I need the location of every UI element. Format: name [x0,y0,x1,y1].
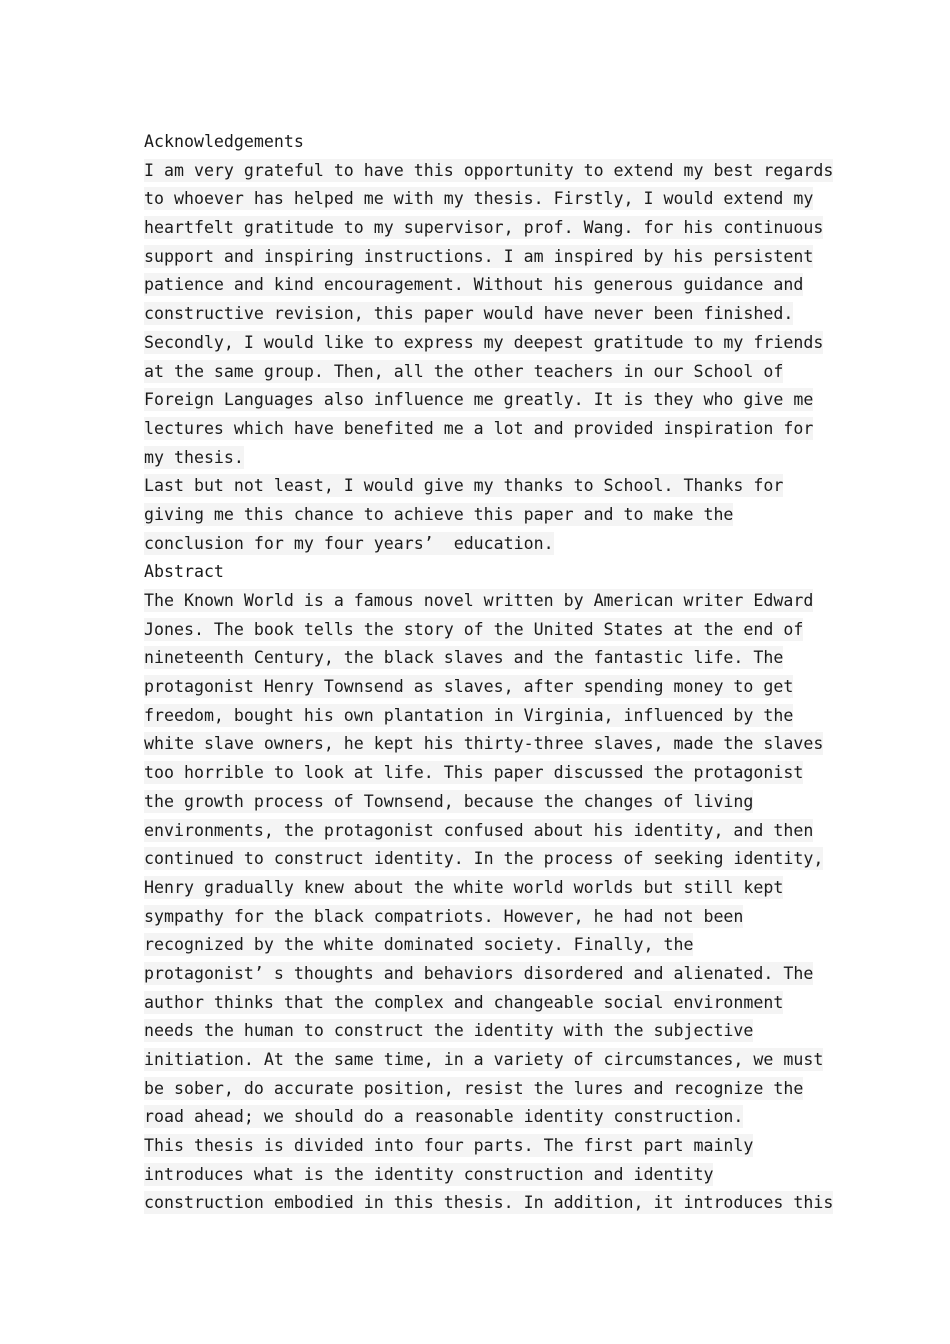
text-line [144,960,824,989]
text-line-content: lectures which have benefited me a lot and provided inspiration for [144,418,814,438]
text-line-content: continued to construct identity. In the process of seeking identity, [144,849,824,869]
document-page [144,128,834,1218]
text-line [144,329,824,358]
section-heading [144,558,824,587]
text-line [144,788,824,817]
text-line-content: I am very grateful to have this opportunity to extend my best regards [144,160,834,180]
document-body [144,128,834,1218]
text-line [144,1017,824,1046]
text-line-content: road ahead; we should do a reasonable identity construction. [144,1107,744,1127]
text-line-content: nineteenth Century, the black slaves and the fantastic life. The [144,648,784,668]
text-line [144,817,824,846]
text-line [144,501,824,530]
text-line-content: construction embodied in this thesis. In addition, it introduces this [144,1193,834,1213]
text-line-content: protagonist’ s thoughts and behaviors disordered and alienated. The [144,963,814,983]
text-line [144,214,824,243]
text-line [144,472,824,501]
text-line [144,415,824,444]
text-line [144,271,824,300]
text-line-content: support and inspiring instructions. I am inspired by his persistent [144,246,814,266]
text-line [144,1046,824,1075]
text-line-content: Jones. The book tells the story of the United States at the end of [144,619,804,639]
text-line-content: freedom, bought his own plantation in Virginia, influenced by the [144,705,794,725]
text-line-content: Foreign Languages also influence me greatly. It is they who give me [144,390,814,410]
text-line [144,874,824,903]
section-heading-text: Acknowledgements [144,132,304,151]
text-line-content: initiation. At the same time, in a variety of circumstances, we must [144,1050,824,1069]
text-line-content: too horrible to look at life. This paper discussed the protagonist [144,763,804,783]
text-line [144,989,824,1018]
text-line-content: giving me this chance to achieve this paper and to make the [144,504,734,524]
text-line-content: sympathy for the black compatriots. However, he had not been [144,906,744,926]
text-line-content: the growth process of Townsend, because the changes of living [144,791,754,811]
text-line-content: conclusion for my four years’ education. [144,533,554,553]
text-line-content: constructive revision, this paper would have never been finished. [144,304,794,324]
text-line [144,444,824,473]
text-line-content: my thesis. [144,447,244,467]
text-line-content: recognized by the white dominated society. Finally, the [144,935,694,955]
text-line [144,1161,824,1190]
text-line [144,931,824,960]
text-line-content: at the same group. Then, all the other teachers in our School of [144,361,784,381]
text-line-content: The Known World is a famous novel written by American writer Edward [144,591,814,610]
text-line-content: to whoever has helped me with my thesis. Firstly, I would extend my [144,189,814,209]
text-line-content: Secondly, I would like to express my deepest gratitude to my friends [144,332,824,352]
text-line-content: Henry gradually knew about the white world worlds but still kept [144,877,784,897]
text-line-content: be sober, do accurate position, resist the lures and recognize the [144,1078,804,1098]
text-line [144,300,824,329]
text-line [144,1132,824,1161]
text-line-content: introduces what is the identity construction and identity [144,1164,714,1184]
text-line-content: white slave owners, he kept his thirty-three slaves, made the slaves [144,734,824,754]
text-line-content: needs the human to construct the identity with the subjective [144,1021,754,1041]
text-line [144,587,824,616]
text-line-content: heartfelt gratitude to my supervisor, prof. Wang. for his continuous [144,218,824,238]
text-line-content: patience and kind encouragement. Without his generous guidance and [144,275,804,295]
text-line [144,1075,824,1104]
text-line [144,759,824,788]
text-line [144,1103,824,1132]
text-line-content: protagonist Henry Townsend as slaves, after spending money to get [144,677,794,697]
section-heading-text: Abstract [144,562,224,582]
text-line [144,845,824,874]
text-line-content: environments, the protagonist confused about his identity, and then [144,820,814,840]
text-line [144,358,824,387]
text-line [144,530,824,559]
text-line [144,702,824,731]
text-line [144,673,824,702]
text-line [144,157,834,186]
section-heading [144,128,824,157]
text-line [144,243,824,272]
text-line [144,386,824,415]
text-line-content: author thinks that the complex and changeable social environment [144,992,784,1012]
text-line-content: Last but not least, I would give my thanks to School. Thanks for [144,476,784,496]
text-line [144,903,824,932]
text-line [144,1189,834,1218]
text-line-content: This thesis is divided into four parts. The first part mainly [144,1136,754,1156]
text-line [144,185,824,214]
text-line [144,644,824,673]
text-line [144,616,824,645]
text-line [144,730,824,759]
